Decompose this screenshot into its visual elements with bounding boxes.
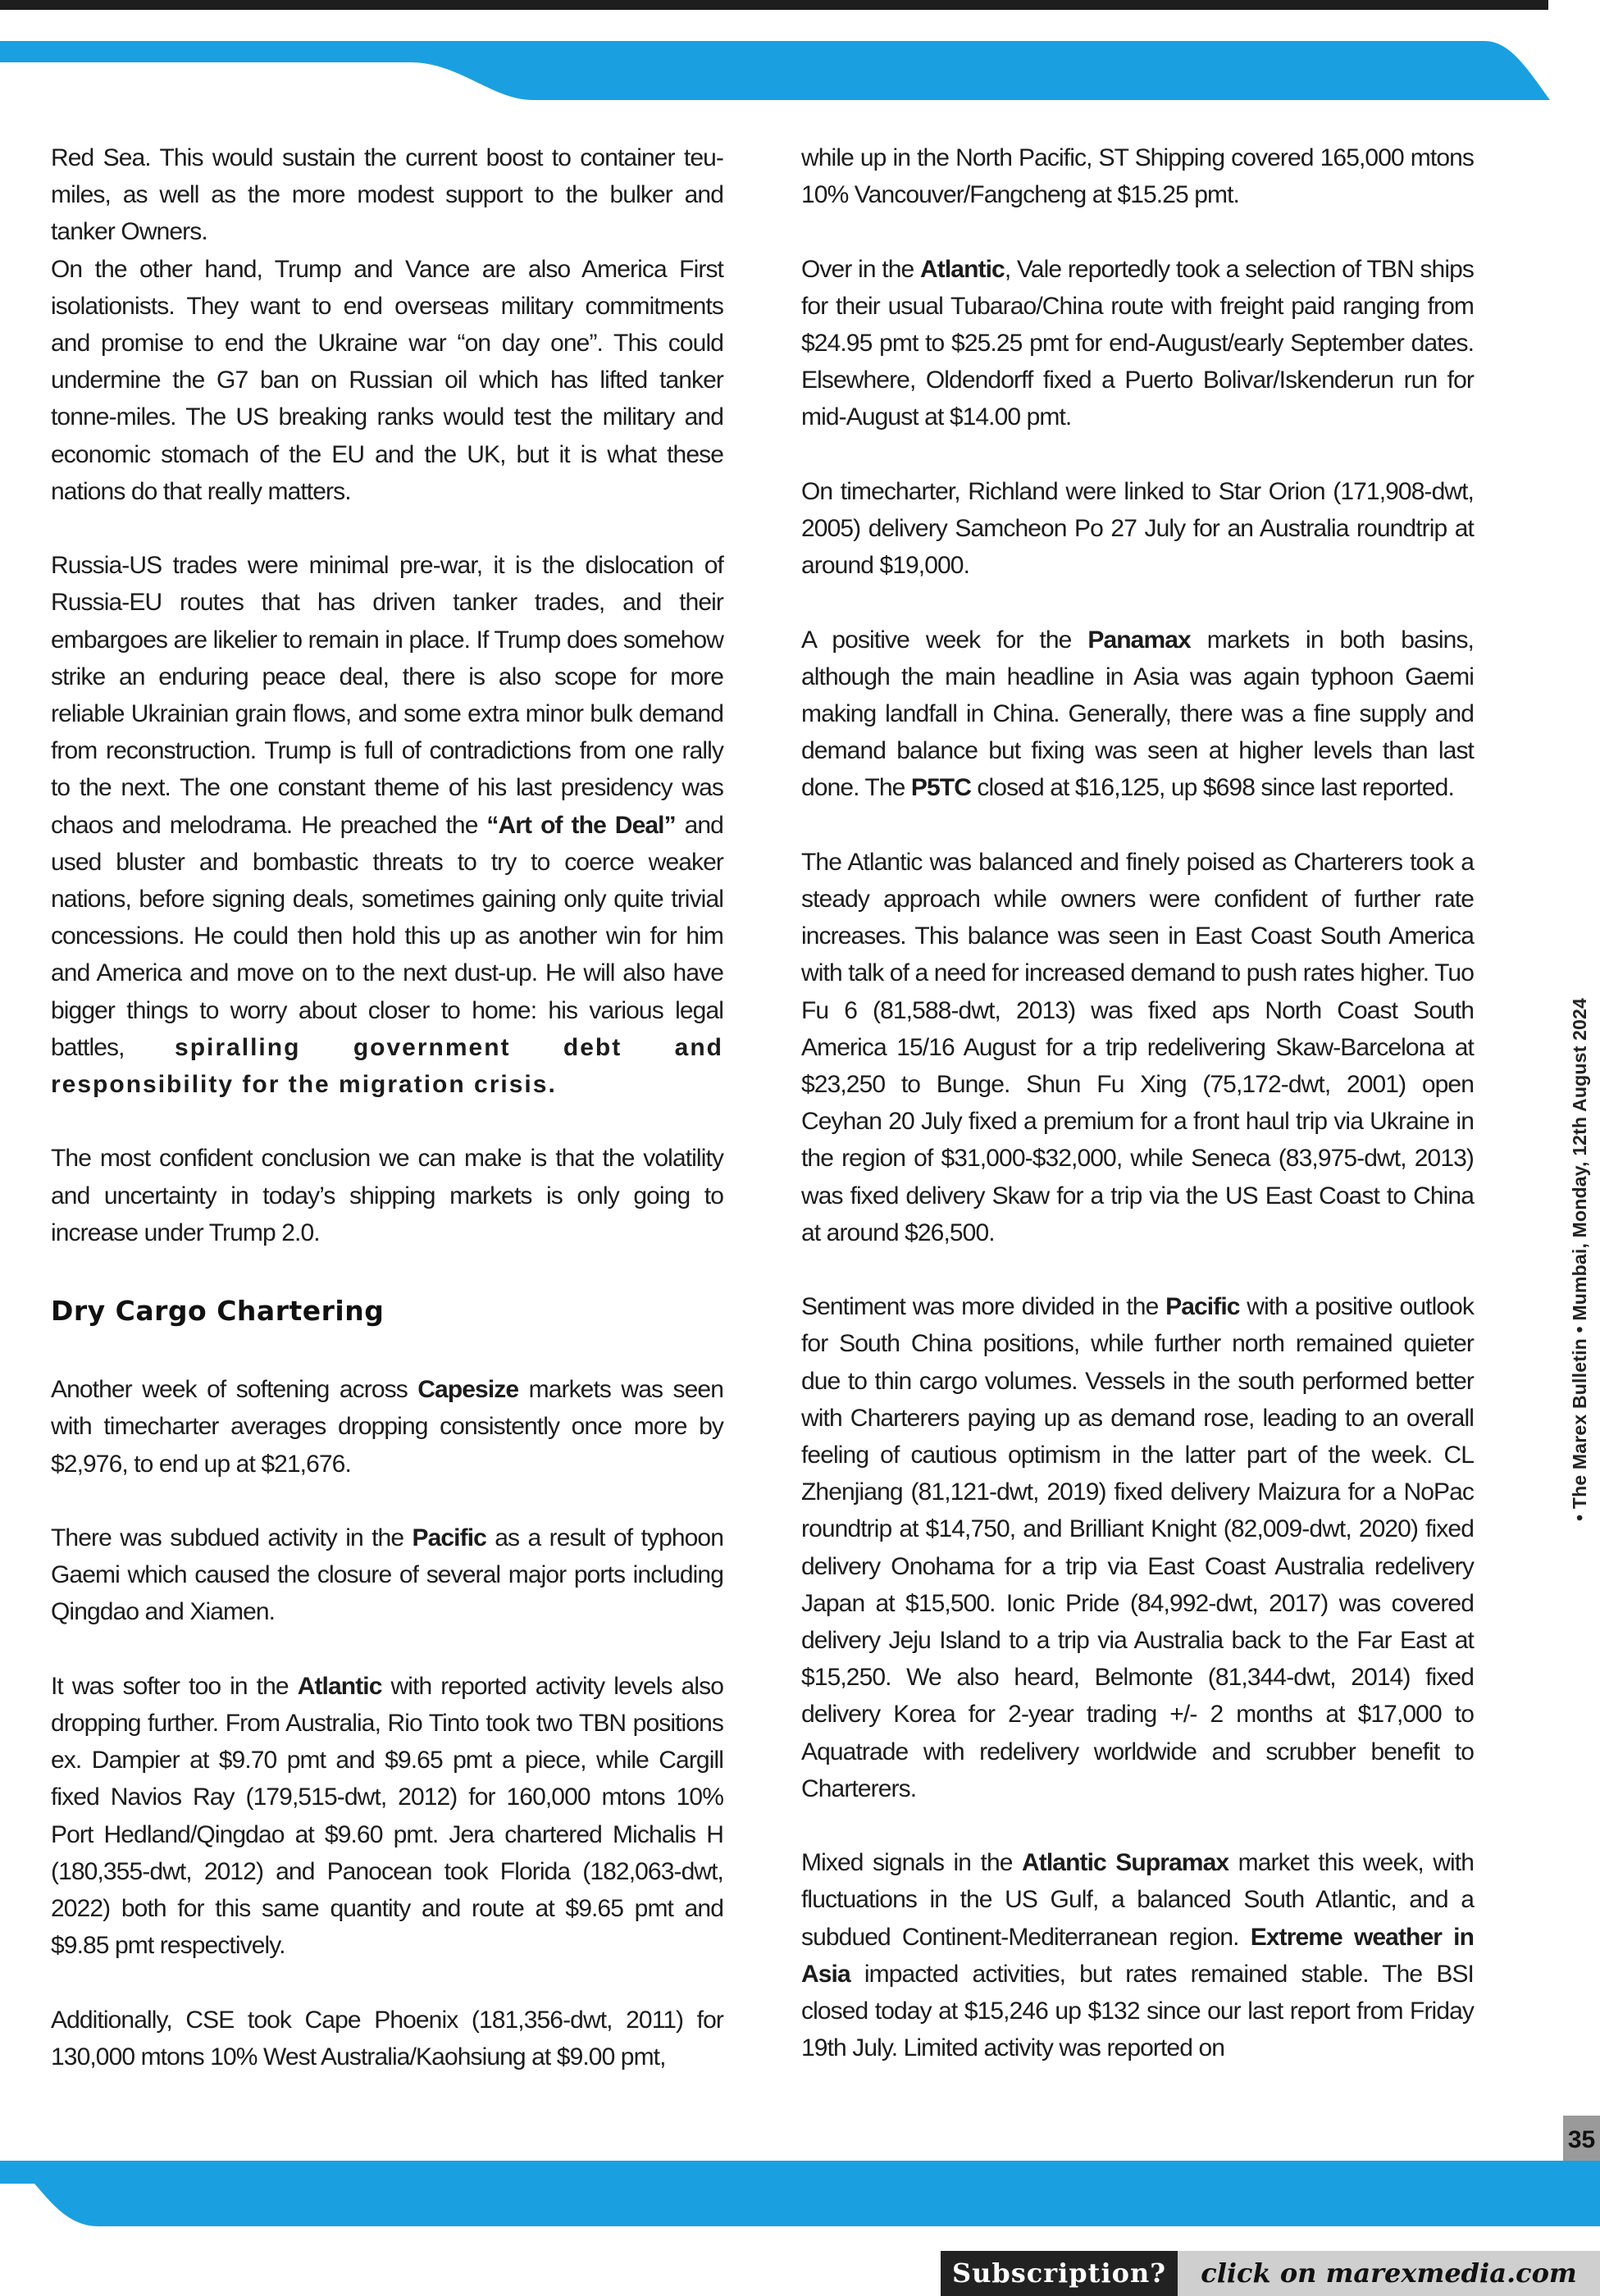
- marexmedia-link[interactable]: click on marexmedia.com: [1178, 2251, 1600, 2296]
- paragraph: Another week of softening across Capesize markets was seen with timecharter averages dropping consistently once more by $2,976, to end up at $21,676.: [51, 1376, 723, 1478]
- paragraph: Mixed signals in the Atlantic Supramax market this week, with fluctuations in the US Gulf, a balanced South Atlantic, and a subdued Continent-Mediterranean region. Extreme weather in Asia impacted activities, but rates remained stable. The BSI closed today at $15,246 up $132 since our last report from Friday 19th July. Limited activity was reported on: [801, 1849, 1474, 2062]
- paragraph: On timecharter, Richland were linked to Star Orion (171,908-dwt, 2005) delivery Samcheon Po 27 July for an Australia roundtrip at around $19,000.: [801, 477, 1474, 580]
- paragraph: Sentiment was more divided in the Pacific with a positive outlook for South China positions, while further north remained quieter due to thin cargo volumes. Vessels in the south performed better with Charterers paying up as demand rose, leading to an overall feeling of cautious optimism in the latter part of the week. CL Zhenjiang (81,121-dwt, 2019) fixed delivery Maizura for a NoPac roundtrip at $14,750, and Brilliant Knight (82,009-dwt, 2020) fixed delivery Onohama for a trip via East Coast Australia redelivery Japan at $15,500. Ionic Pride (84,992-dwt, 2017) was covered delivery Jeju Island to a trip via Australia back to the Far East at $15,250. We also heard, Belmonte (81,344-dwt, 2014) fixed delivery Korea for 2-year trading +/- 2 months at $17,000 to Aquatrade with redelivery worldwide and scrubber benefit to Charterers.: [801, 1293, 1474, 1802]
- paragraph: A positive week for the Panamax markets in both basins, although the main headline in Asia was again typhoon Gaemi making landfall in China. Generally, there was a fine supply and demand balance but fixing was seen at higher levels than last done. The P5TC closed at $16,125, up $698 since last reported.: [801, 626, 1474, 802]
- paragraph: There was subdued activity in the Pacific as a result of typhoon Gaemi which caused the closure of several major ports including Qingdao and Xiamen.: [51, 1524, 723, 1626]
- page-number: 35: [1567, 2126, 1596, 2153]
- paragraph: The Atlantic was balanced and finely poised as Charterers took a steady approach while owners were confident of further rate increases. This balance was seen in East Coast South America with talk of a need for increased demand to push rates higher. Tuo Fu 6 (81,588-dwt, 2013) was fixed aps North Coast South America 15/16 August for a trip redelivering Skaw-Barcelona at $23,250 to Bunge. Shun Fu Xing (75,172-dwt, 2001) open Ceyhan 20 July fixed a premium for a front haul trip via Ukraine in the region of $31,000-$32,000, while Seneca (83,975-dwt, 2013) was fixed delivery Skaw for a trip via the US East Coast to China at around $26,500.: [801, 848, 1474, 1246]
- paragraph: Russia-US trades were minimal pre-war, it is the dislocation of Russia-EU routes that has driven tanker trades, and their embargoes are likelier to remain in place. If Trump does somehow strike an enduring peace deal, there is also scope for more reliable Ukrainian grain flows, and some extra minor bulk demand from reconstruction. Trump is full of contradictions from one rally to the next. The one constant theme of his last presidency was chaos and melodrama. He preached the “Art of the Deal” and used bluster and bombastic threats to try to coerce weaker nations, before signing deals, sometimes gaining only quite trivial concessions. He could then hold this up as another win for him and America and move on to the next dust-up. He will also have bigger things to worry about closer to home: his various legal battles, spiralling government debt and responsibility for the migration crisis.: [51, 552, 723, 1099]
- paragraph: Red Sea. This would sustain the current boost to container teu-miles, as well as the more modest support to the bulker and tanker Owners.: [51, 144, 723, 246]
- right-column: [801, 139, 1474, 2104]
- publication-sidebar-text: • The Marex Bulletin • Mumbai, Monday, 12th August 2024: [1569, 998, 1590, 1521]
- paragraph: The most confident conclusion we can make is that the volatility and uncertainty in today’s shipping markets is only going to increase under Trump 2.0.: [51, 1145, 723, 1246]
- subscription-button[interactable]: Subscription?: [941, 2251, 1178, 2296]
- paragraph: It was softer too in the Atlantic with reported activity levels also dropping further. From Australia, Rio Tinto took two TBN positions ex. Dampier at $9.70 pmt and $9.65 pmt a piece, while Cargill fixed Navios Ray (179,515-dwt, 2012) for 160,000 mtons 10% Port Hedland/Qingdao at $9.60 pmt. Jera chartered Michalis H (180,355-dwt, 2012) and Panocean took Florida (182,063-dwt, 2022) both for this same quantity and route at $9.65 pmt and $9.85 pmt respectively.: [51, 1672, 723, 1960]
- left-column: [51, 139, 723, 2112]
- section-heading: Dry Cargo Chartering: [51, 1295, 385, 1328]
- top-banner: [0, 33, 1600, 123]
- bottom-banner: [0, 2144, 1600, 2234]
- paragraph: Additionally, CSE took Cape Phoenix (181,356-dwt, 2011) for 130,000 mtons 10% West Australia/Kaohsiung at $9.00 pmt,: [51, 2006, 723, 2070]
- paragraph: while up in the North Pacific, ST Shipping covered 165,000 mtons 10% Vancouver/Fangcheng at $15.25 pmt.: [801, 144, 1474, 209]
- top-rule: [0, 0, 1548, 10]
- paragraph: On the other hand, Trump and Vance are also America First isolationists. They want to end overseas military commitments and promise to end the Ukraine war “on day one”. This could undermine the G7 ban on Russian oil which has lifted tanker tonne-miles. The US breaking ranks would test the military and economic stomach of the EU and the UK, but it is what these nations do that really matters.: [51, 255, 723, 505]
- paragraph: Over in the Atlantic, Vale reportedly took a selection of TBN ships for their usual Tubarao/China route with freight paid ranging from $24.95 pmt to $25.25 pmt for end-August/early September dates. Elsewhere, Oldendorff fixed a Puerto Bolivar/Iskenderun run for mid-August at $14.00 pmt.: [801, 255, 1474, 431]
